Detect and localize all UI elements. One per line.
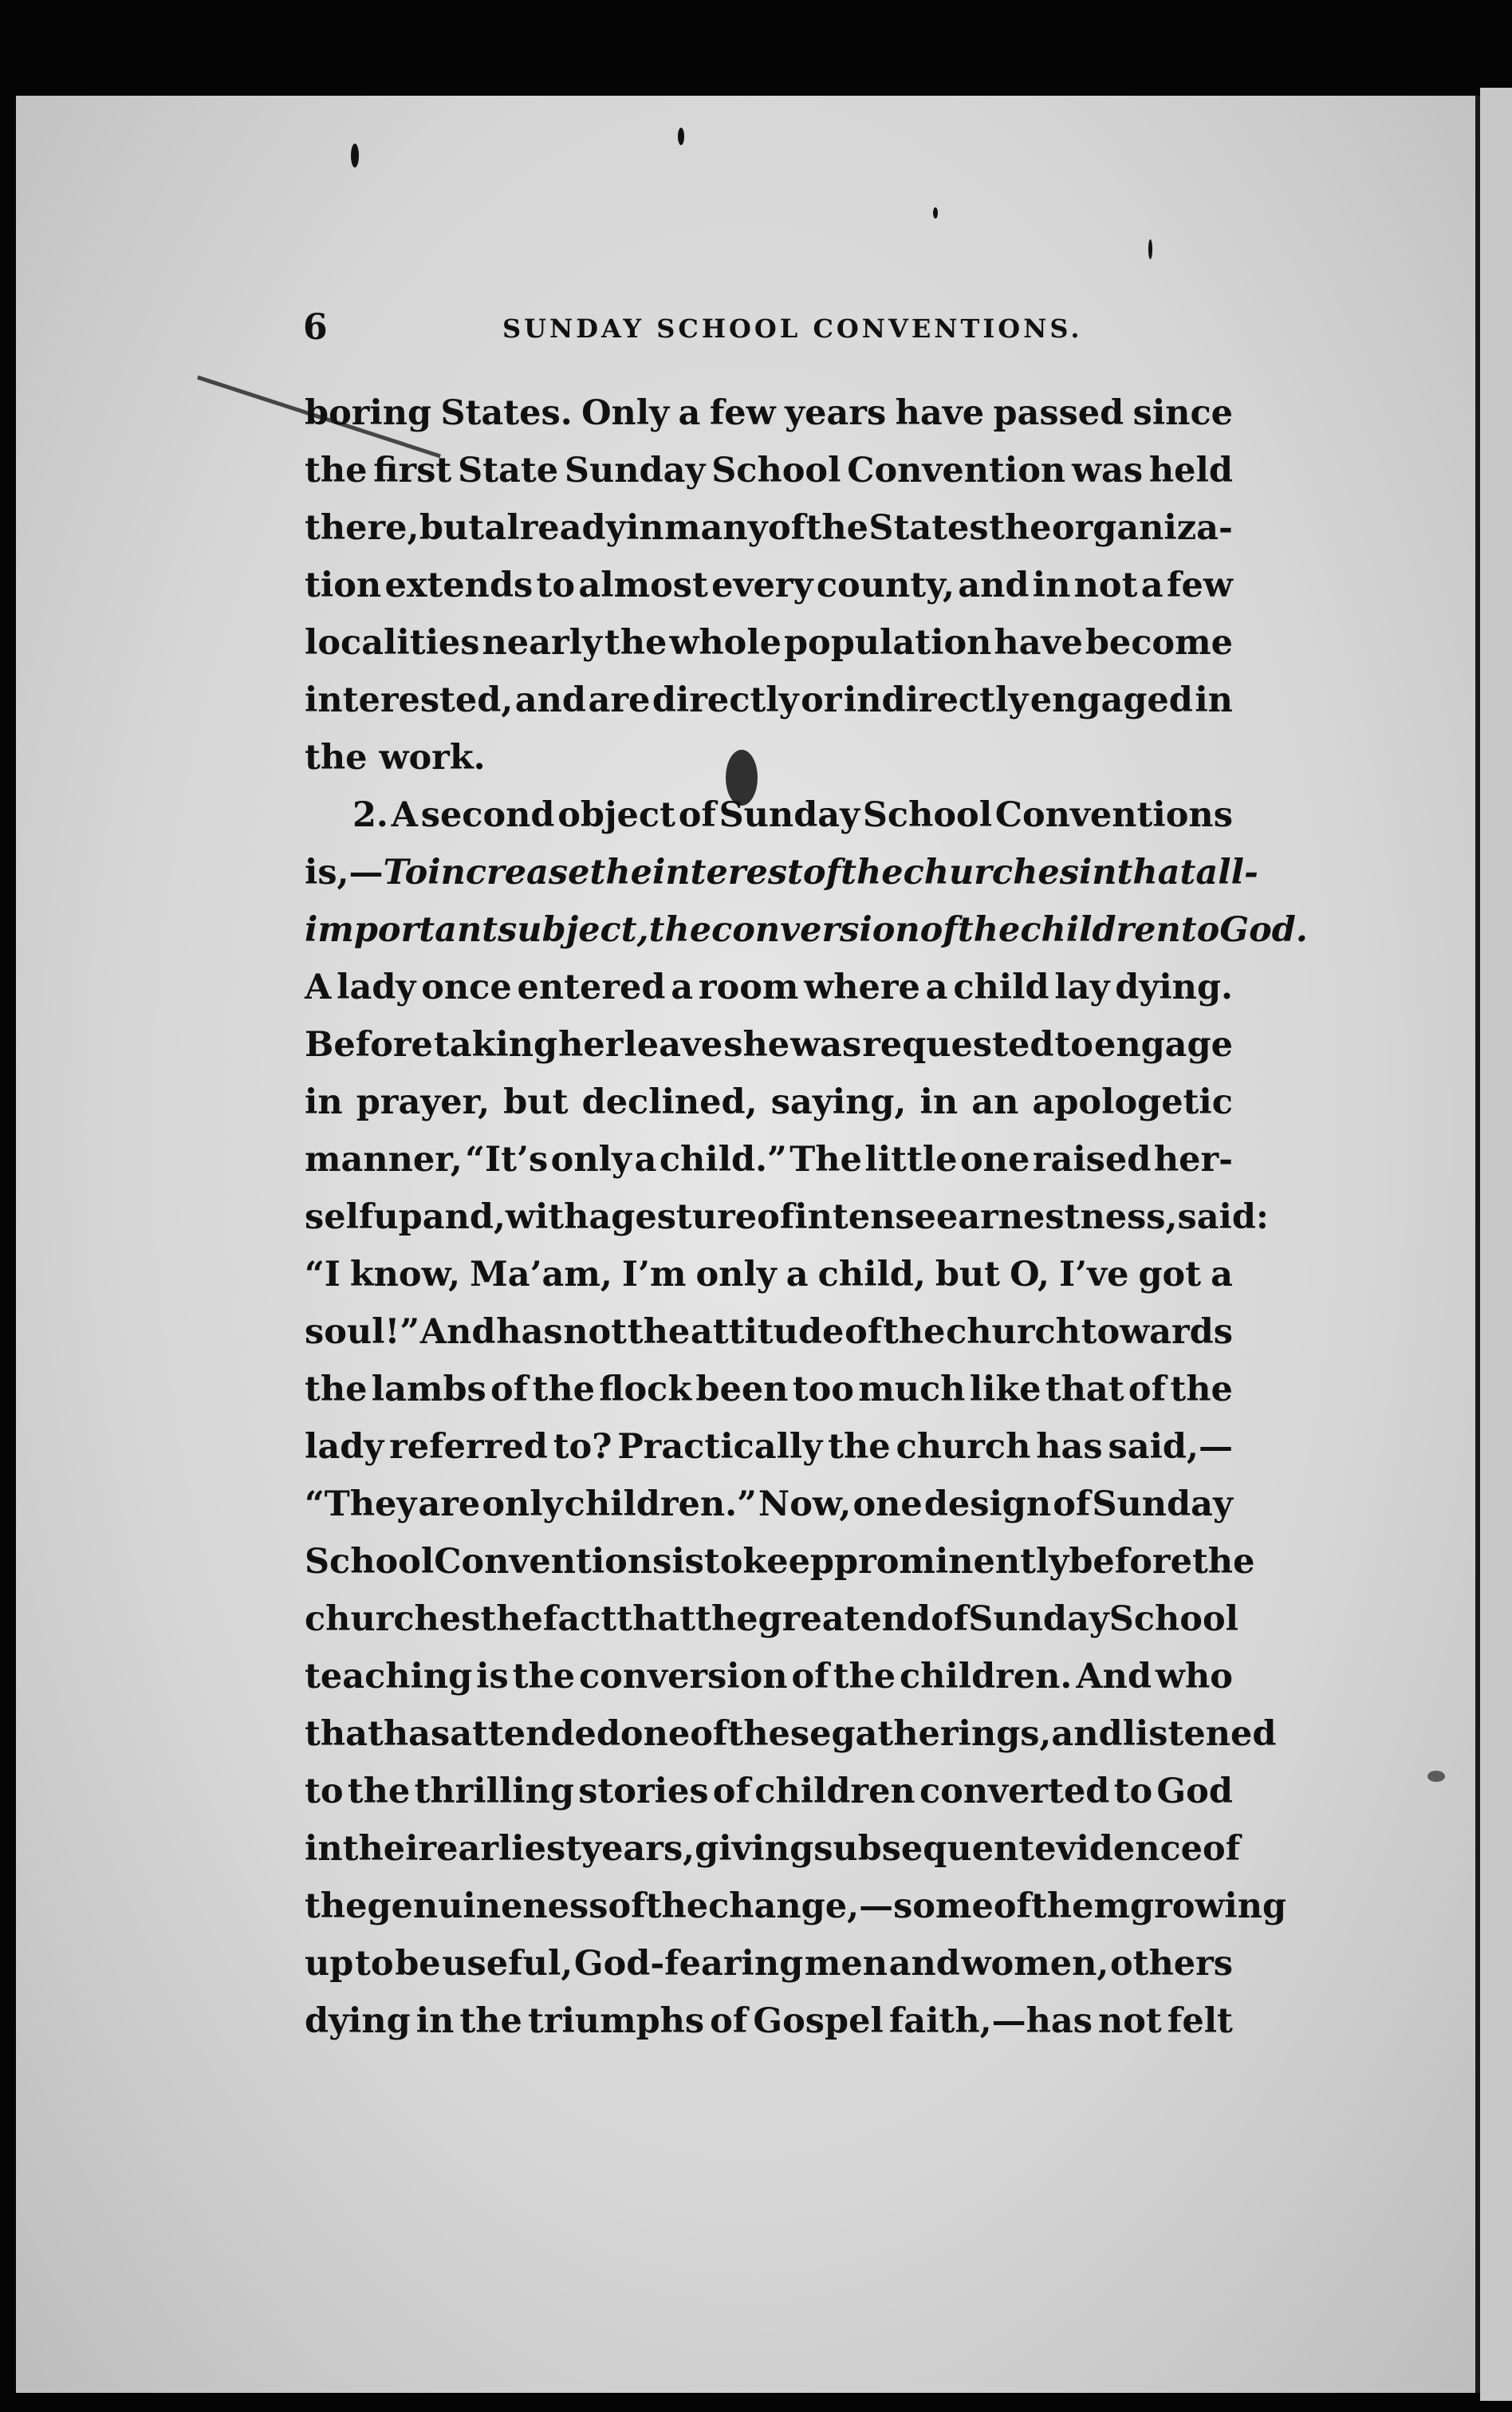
running-head: SUNDAY SCHOOL CONVENTIONS. [502,313,1083,344]
text-line: tion extends to almost every county, and in not a few [305,566,1233,605]
page-number: 6 [303,307,328,348]
text-line: churches the fact that the great end of Sunday School [305,1599,1238,1639]
text-line: self up and, with a gesture of intense earnestness, said : [305,1197,1269,1237]
text-line: lady referred to? Practically the church has said,— [305,1427,1233,1467]
text-line: important subject, the conversion of the children to God. [305,910,1308,950]
text-line: the first State Sunday School Convention was held [305,451,1233,491]
text-line: dying in the triumphs of Gospel faith,—has not felt [305,2001,1233,2041]
text-line: interested, and are directly or indirectly engaged in [305,680,1233,720]
body-text [305,384,1308,2050]
text-line: “They are only children.” Now, one design of Sunday [305,1484,1233,1524]
text-line: that has attended one of these gatherings, and listened [305,1714,1277,1754]
text-line: the genuineness of the change,—some of them growing [305,1886,1287,1926]
text-line: in their earliest years, giving subsequent evidence of [305,1829,1241,1869]
text-line: manner, “It’s only a child.” The little one raised her- [305,1140,1233,1180]
text-line: in prayer, but declined, saying, in an apologetic [305,1082,1233,1122]
text-line: the lambs of the flock been too much like that of the [305,1370,1233,1409]
text-line: A lady once entered a room where a child lay dying. [305,968,1233,1007]
text-line: to the thrilling stories of children converted to God [305,1772,1233,1811]
text-line: “I know, Ma’am, I’m only a child, but O, I’ve got a [305,1255,1233,1295]
text-line: teaching is the conversion of the children. And who [305,1657,1233,1697]
text-line: is,—To increase the interest of the churches in that all- [305,853,1258,893]
text-line: boring States. Only a few years have passed since [305,393,1233,433]
adjacent-page-edge [1480,88,1512,2401]
text-line: Before taking her leave she was requested to engage [305,1025,1233,1065]
text-line: 2. A second object of Sunday School Conventions [352,795,1233,835]
text-line: School Conventions is to keep prominently before the [305,1542,1255,1582]
text-line: the work. [305,738,486,778]
text-line: up to be useful, God-fearing men and women, others [305,1944,1233,1984]
page-header [303,307,1101,355]
text-line: there, but already in many of the States the organiza- [305,508,1233,548]
text-line: soul!” And has not the attitude of the church towards [305,1312,1233,1352]
text-line: localities nearly the whole population have become [305,623,1233,663]
